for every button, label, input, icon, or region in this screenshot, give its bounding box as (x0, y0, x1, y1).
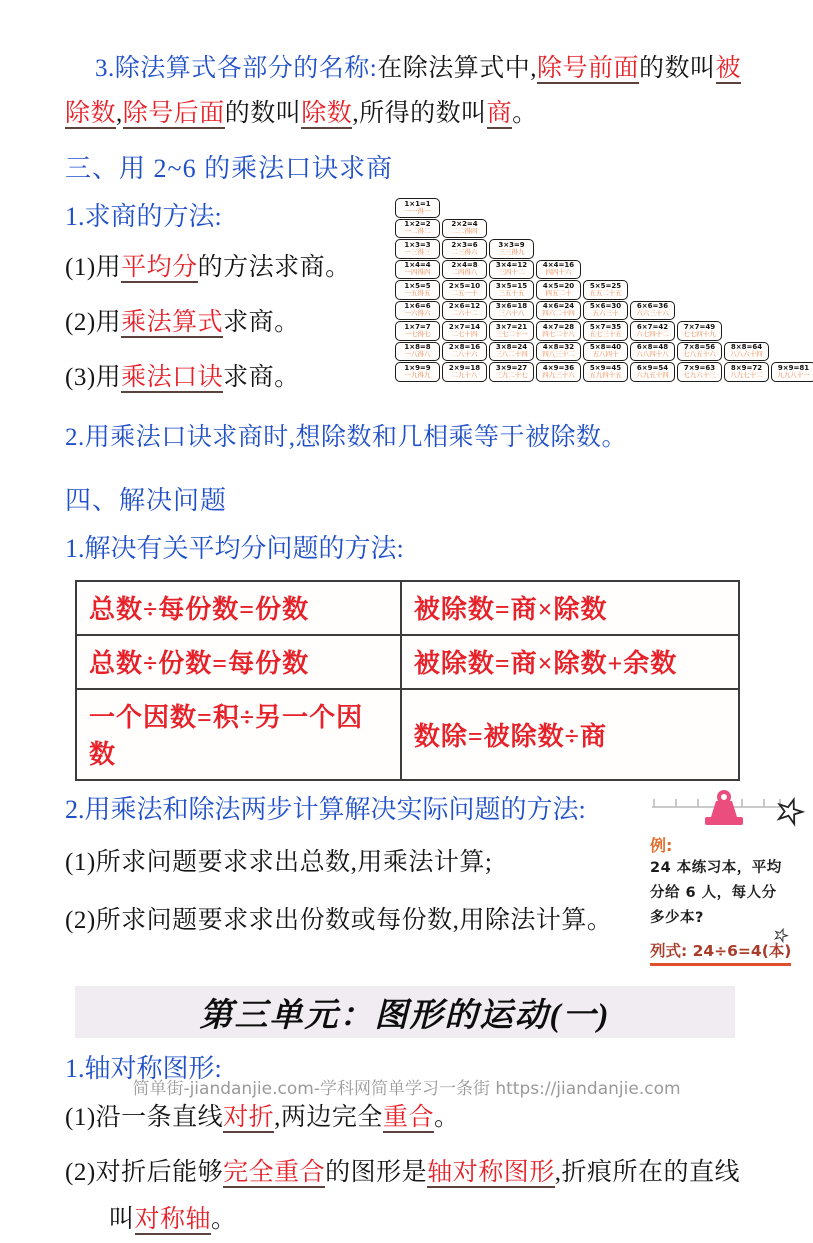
pyramid-mnemonic: 八九七十二 (730, 371, 763, 379)
pyramid-formula: 5×9=45 (589, 363, 622, 372)
pyramid-cell (395, 362, 440, 382)
table-cell: 数除=被除数÷商 (401, 689, 739, 780)
pyramid-cell (583, 301, 628, 321)
pyramid-formula: 3×4=12 (495, 261, 528, 270)
table-cell: 被除数=商×除数 (401, 581, 739, 635)
pyramid-mnemonic: 七七四十九 (683, 330, 716, 338)
pyramid-mnemonic: 三三得九 (498, 248, 525, 256)
text-segment: 除数 (301, 100, 353, 127)
two-step-text (65, 789, 650, 966)
pyramid-row (395, 301, 813, 321)
pyramid-formula: 2×6=12 (448, 302, 481, 311)
pyramid-formula: 3×6=18 (495, 302, 528, 311)
table-cell: 一个因数=积÷另一个因数 (76, 689, 401, 780)
pyramid-formula: 1×1=1 (404, 199, 431, 208)
pyramid-formula: 6×9=54 (636, 363, 669, 372)
pyramid-cell (442, 301, 487, 321)
formula-table (75, 580, 740, 781)
pyramid-formula: 4×4=16 (542, 261, 575, 270)
section-three-heading: 三、用 2~6 的乘法口诀求商 (65, 154, 394, 183)
pyramid-cell (583, 362, 628, 382)
text-segment: (2)对折后能够 (65, 1159, 224, 1186)
text-segment: 。 (512, 100, 538, 127)
pyramid-cell (489, 362, 534, 382)
formula-table-body (76, 581, 739, 780)
pyramid-mnemonic: 四八三十二 (542, 351, 575, 359)
pyramid-formula: 3×5=15 (495, 281, 528, 290)
two-step-section (65, 789, 792, 966)
example-text-line: 24 本练习本，平均 (650, 860, 782, 876)
example-formula-text: 列式: 24÷6=4(本) (650, 942, 792, 960)
pyramid-mnemonic: 一五得五 (404, 289, 431, 297)
text-segment: 除号后面 (122, 100, 225, 127)
pyramid-mnemonic: 六九五十四 (636, 371, 669, 379)
axis-symmetry-heading: 1.轴对称图形: (65, 1054, 222, 1083)
pyramid-mnemonic: 三四十二 (498, 269, 525, 277)
pyramid-formula: 9×9=81 (777, 363, 810, 372)
two-step-heading: 2.用乘法和除法两步计算解决实际问题的方法: (65, 795, 586, 824)
text-segment: 重合 (382, 1104, 434, 1131)
pyramid-formula: 7×8=56 (683, 343, 716, 352)
pyramid-cell (395, 198, 440, 218)
pyramid-cell (536, 321, 581, 341)
pyramid-row (395, 342, 813, 362)
example-text-line: 多少本? (650, 910, 704, 926)
text-segment: , (116, 100, 123, 127)
table-cell: 总数÷每份数=份数 (76, 581, 401, 635)
pyramid-mnemonic: 三六十八 (498, 310, 525, 318)
pyramid-mnemonic: 八八六十四 (730, 351, 763, 359)
pyramid-formula: 5×6=30 (589, 302, 622, 311)
pyramid-cell (630, 301, 675, 321)
text-segment: 完全重合 (223, 1159, 326, 1186)
text-segment: 求商。 (223, 364, 300, 391)
pyramid-row (395, 280, 813, 300)
pyramid-formula: 8×9=72 (730, 363, 763, 372)
pyramid-cell (395, 260, 440, 280)
pyramid-mnemonic: 六六三十六 (636, 310, 669, 318)
text-segment: 。 (433, 1104, 460, 1131)
example-label: 例: (650, 836, 673, 855)
pyramid-cell (442, 239, 487, 259)
pyramid-cell (536, 301, 581, 321)
pyramid-mnemonic: 一七得七 (404, 330, 431, 338)
pyramid-mnemonic: 一八得八 (404, 351, 431, 359)
pyramid-cell (442, 260, 487, 280)
pyramid-cell (395, 321, 440, 341)
unit-three-banner (75, 986, 735, 1038)
pyramid-mnemonic: 四七二十八 (542, 330, 575, 338)
pyramid-formula: 6×6=36 (636, 302, 669, 311)
pyramid-cell (489, 301, 534, 321)
pyramid-formula: 4×8=32 (542, 343, 575, 352)
text-segment: 平均分 (121, 254, 198, 281)
pyramid-mnemonic: 三七二十一 (495, 330, 528, 338)
pyramid-mnemonic: 五八四十 (592, 351, 619, 359)
text-segment: 求商。 (223, 309, 300, 336)
pyramid-mnemonic: 二九十八 (451, 371, 478, 379)
pyramid-formula: 1×5=5 (404, 281, 431, 290)
pyramid-cell (724, 342, 769, 362)
pyramid-cell (536, 342, 581, 362)
axis-item-1 (65, 1094, 755, 1141)
text-segment: 除号前面 (536, 55, 639, 82)
table-cell: 被除数=商×除数+余数 (401, 635, 739, 689)
text-segment: 的图形是 (325, 1159, 428, 1186)
text-segment: (1)沿一条直线 (65, 1104, 224, 1131)
pyramid-mnemonic: 七八五十六 (683, 351, 716, 359)
pyramid-formula: 2×3=6 (451, 240, 478, 249)
text-segment: ,折痕所在的直线叫 (109, 1159, 740, 1233)
method-item-1 (65, 244, 395, 292)
pyramid-cell (442, 280, 487, 300)
pyramid-cell (489, 280, 534, 300)
pyramid-formula: 4×7=28 (542, 322, 575, 331)
pyramid-mnemonic: 一三得三 (404, 248, 431, 256)
footer-watermark: 简单街-jiandanjie.com-学科网简单学习一条街 https://jiandanjie.com (132, 1079, 681, 1099)
pyramid-mnemonic: 四九三十六 (542, 371, 575, 379)
pyramid-formula: 3×9=27 (495, 363, 528, 372)
pyramid-formula: 2×8=16 (448, 343, 481, 352)
pyramid-formula: 7×9=63 (683, 363, 716, 372)
pyramid-formula: 1×3=3 (404, 240, 431, 249)
pyramid-row (395, 219, 813, 239)
example-sidebar (650, 789, 808, 966)
pyramid-formula: 2×2=4 (451, 220, 478, 229)
pyramid-row (395, 239, 813, 259)
example-text-line: 分给 6 人，每人分 (650, 885, 777, 901)
pyramid-cell (395, 219, 440, 239)
text-segment: 的数叫 (224, 100, 302, 127)
table-cell: 总数÷份数=每份数 (76, 635, 401, 689)
pyramid-cell (536, 280, 581, 300)
pyramid-cell (630, 342, 675, 362)
pyramid-mnemonic: 五五二十五 (589, 289, 622, 297)
text-segment: 3.除法算式各部分的名称: (95, 55, 378, 82)
pyramid-mnemonic: 九九八十一 (777, 371, 810, 379)
pyramid-mnemonic: 三五十五 (498, 289, 525, 297)
pyramid-mnemonic: 一九得九 (404, 371, 431, 379)
pyramid-mnemonic: 一六得六 (404, 310, 431, 318)
pyramid-formula: 3×8=24 (495, 343, 528, 352)
pyramid-cell (677, 321, 722, 341)
pyramid-formula: 6×8=48 (636, 343, 669, 352)
pyramid-mnemonic: 二八十六 (451, 351, 478, 359)
pyramid-formula: 3×3=9 (498, 240, 525, 249)
pyramid-cell (583, 321, 628, 341)
pyramid-row (395, 260, 813, 280)
pyramid-mnemonic: 六七四十二 (636, 330, 669, 338)
multiplication-pyramid (395, 196, 813, 383)
pyramid-row (395, 321, 813, 341)
text-segment: 的数叫 (638, 55, 716, 82)
text-segment: 对称轴 (134, 1206, 212, 1233)
text-segment: (2)用 (65, 309, 122, 336)
pyramid-cell (677, 342, 722, 362)
pyramid-formula: 1×4=4 (404, 261, 431, 270)
text-segment: ,所得的数叫 (352, 100, 487, 127)
text-segment: 在除法算式中, (377, 55, 537, 82)
pyramid-cell (489, 321, 534, 341)
text-segment: (1)用 (65, 254, 122, 281)
pyramid-formula: 1×2=2 (404, 220, 431, 229)
pyramid-cell (771, 362, 813, 382)
ruler-and-stamp-illustration (650, 789, 808, 831)
text-segment: 的方法求商。 (197, 254, 351, 281)
pyramid-cell (489, 239, 534, 259)
pyramid-cell (442, 362, 487, 382)
pyramid-cell (583, 280, 628, 300)
pyramid-formula: 2×7=14 (448, 322, 481, 331)
axis-item-2 (65, 1149, 755, 1243)
pyramid-mnemonic: 五九四十五 (589, 371, 622, 379)
pyramid-mnemonic: 二三得六 (451, 248, 478, 256)
text-segment: 乘法口诀 (121, 364, 224, 391)
quotient-methods-heading: 1.求商的方法: (65, 202, 222, 231)
pyramid-cell (724, 362, 769, 382)
text-segment: (3)用 (65, 364, 122, 391)
two-step-item-1: (1)所求问题要求求出总数,用乘法计算; (65, 849, 493, 876)
text-segment: 轴对称图形 (427, 1159, 555, 1186)
pyramid-cell (395, 342, 440, 362)
pyramid-cell (536, 362, 581, 382)
pyramid-formula: 6×7=42 (636, 322, 669, 331)
pyramid-formula: 5×5=25 (589, 281, 622, 290)
example-formula (650, 939, 791, 966)
pyramid-mnemonic: 四四十六 (545, 269, 572, 277)
pyramid-formula: 5×8=40 (589, 343, 622, 352)
pyramid-row (395, 198, 813, 218)
pyramid-mnemonic: 三九二十七 (495, 371, 528, 379)
pyramid-mnemonic: 一一得一 (404, 207, 431, 215)
unit-three-title: 第三单元：图形的运动(一) (199, 997, 611, 1034)
pyramid-cell (395, 239, 440, 259)
pyramid-formula: 2×4=8 (451, 261, 478, 270)
pyramid-mnemonic: 五七三十五 (589, 330, 622, 338)
pyramid-formula: 1×8=8 (404, 343, 431, 352)
pyramid-cell (630, 362, 675, 382)
pyramid-mnemonic: 五六三十 (592, 310, 619, 318)
pyramid-mnemonic: 四六二十四 (542, 310, 575, 318)
pyramid-cell (442, 321, 487, 341)
method-item-3 (65, 354, 395, 402)
text-segment: 乘法算式 (121, 309, 224, 336)
table-row (76, 581, 739, 635)
text-segment: 商 (486, 100, 513, 127)
pyramid-cell (442, 342, 487, 362)
pyramid-mnemonic: 一二得二 (404, 228, 431, 236)
text-segment: 被除数 (65, 55, 742, 127)
pyramid-formula: 4×6=24 (542, 302, 575, 311)
pyramid-mnemonic: 二七十四 (451, 330, 478, 338)
pyramid-mnemonic: 四五二十 (545, 289, 572, 297)
pyramid-cell (442, 219, 487, 239)
text-segment: ,两边完全 (274, 1104, 383, 1131)
table-row (76, 689, 739, 780)
pyramid-formula: 7×7=49 (683, 322, 716, 331)
pyramid-formula: 4×9=36 (542, 363, 575, 372)
solve-average-heading: 1.解决有关平均分问题的方法: (65, 534, 404, 563)
stamp-icon (705, 792, 743, 825)
pyramid-cell (536, 260, 581, 280)
pyramid-cell (489, 342, 534, 362)
example-artwork (650, 789, 808, 831)
division-parts-paragraph (65, 46, 755, 136)
pyramid-formula: 3×7=21 (495, 322, 528, 331)
text-segment: 。 (211, 1206, 237, 1233)
pyramid-mnemonic: 三八二十四 (495, 351, 528, 359)
pyramid-cell (395, 280, 440, 300)
pyramid-formula: 4×5=20 (542, 281, 575, 290)
mini-star-icon (773, 927, 789, 943)
methods-and-pyramid (65, 196, 810, 409)
pyramid-cell (583, 342, 628, 362)
pyramid-cell (677, 362, 722, 382)
pyramid-cell (630, 321, 675, 341)
example-text (650, 856, 808, 931)
two-step-item-2: (2)所求问题要求求出份数或每份数,用除法计算。 (65, 907, 613, 934)
pyramid-mnemonic: 六八四十八 (636, 351, 669, 359)
quotient-methods (65, 196, 395, 409)
pyramid-mnemonic: 二四得八 (451, 269, 478, 277)
pyramid-row (395, 362, 813, 382)
table-row (76, 635, 739, 689)
pyramid-formula: 1×6=6 (404, 302, 431, 311)
quotient-tip: 2.用乘法口诀求商时,想除数和几相乘等于被除数。 (65, 424, 628, 451)
pyramid-formula: 5×7=35 (589, 322, 622, 331)
pyramid-cell (395, 301, 440, 321)
pyramid-mnemonic: 一四得四 (404, 269, 431, 277)
pyramid-mnemonic: 二六十二 (451, 310, 478, 318)
text-segment: 对折 (223, 1104, 275, 1131)
method-item-2 (65, 299, 395, 347)
pyramid-formula: 2×5=10 (448, 281, 481, 290)
study-notes-page (10, 0, 810, 1243)
pyramid-cell (489, 260, 534, 280)
pyramid-mnemonic: 二五一十 (451, 289, 478, 297)
pyramid-formula: 1×7=7 (404, 322, 431, 331)
section-four-heading: 四、解决问题 (65, 486, 228, 515)
pyramid-formula: 1×9=9 (404, 363, 431, 372)
pyramid-mnemonic: 二二得四 (451, 228, 478, 236)
pyramid-formula: 8×8=64 (730, 343, 763, 352)
pyramid-mnemonic: 七九六十三 (683, 371, 716, 379)
pyramid-formula: 2×9=18 (448, 363, 481, 372)
